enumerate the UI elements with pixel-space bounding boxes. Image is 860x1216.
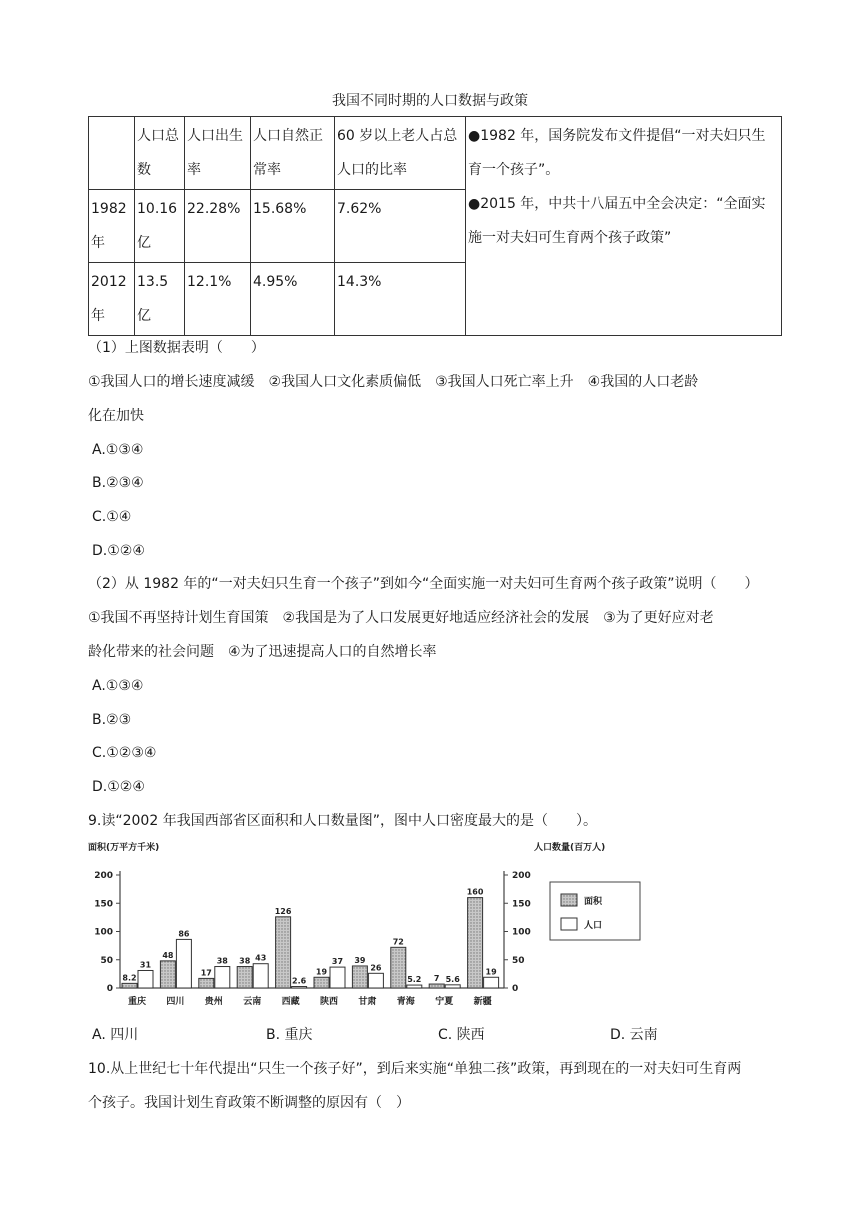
bar-value-label: 43 [255,953,267,963]
table-cell: 2012 年 [89,263,135,336]
category-label: 贵州 [204,997,223,1007]
bar-area [314,977,329,988]
bar-area [429,984,444,988]
q2-items-line2: 龄化带来的社会问题 ④为了迅速提高人口的自然增长率 [88,644,437,660]
header-cell [89,117,135,190]
area-population-chart [86,838,646,1018]
policy-cell [466,117,782,336]
q10-line2: 个孩子。我国计划生育政策不断调整的原因有（ ） [88,1095,410,1111]
table-caption: 我国不同时期的人口数据与政策 [332,93,528,109]
header-cell: 人口自然正常率 [251,117,335,190]
q9-option-c[interactable]: C. 陕西 [438,1027,485,1043]
table-cell: 14.3% [335,263,466,336]
q2-option-c[interactable]: C.①②③④ [92,745,157,761]
q2-items-line1: ①我国不再坚持计划生育国策 ②我国是为了人口发展更好地适应经济社会的发展 ③为了更好应对老 [88,610,714,626]
legend-box [550,882,640,940]
bar-value-label: 5.2 [407,975,422,985]
bar-area [276,917,291,988]
bar-population [407,985,422,988]
q9-option-d[interactable]: D. 云南 [610,1027,658,1043]
q1-items-line1: ①我国人口的增长速度减缓 ②我国人口文化素质偏低 ③我国人口死亡率上升 ④我国的人口老龄 [88,374,699,390]
bar-population [445,985,460,988]
y-tick-label-right: 200 [512,871,531,881]
legend-swatch-population [561,918,577,930]
q1-option-c[interactable]: C.①④ [92,509,132,525]
bar-area [352,966,367,988]
left-axis-title: 面积(万平方千米) [88,843,160,853]
table-cell: 1982 年 [89,190,135,263]
category-label: 云南 [243,997,262,1007]
bar-value-label: 160 [466,887,484,897]
y-tick-label-left: 200 [94,871,113,881]
y-tick-label-right: 100 [512,927,531,938]
q2-option-a[interactable]: A.①③④ [92,678,144,694]
y-tick-label-left: 100 [94,927,113,938]
bar-value-label: 26 [370,963,382,973]
header-cell: 60 岁以上老人占总人口的比率 [335,117,466,190]
q2-option-b[interactable]: B.②③ [92,712,132,728]
table-cell: 7.62% [335,190,466,263]
q2-option-d[interactable]: D.①②④ [92,779,145,795]
category-label: 宁夏 [435,997,454,1007]
y-tick-label-left: 0 [106,984,113,994]
table-cell: 4.95% [251,263,335,336]
category-label: 四川 [166,997,185,1007]
bar-value-label: 19 [485,967,497,977]
bar-population [253,964,268,988]
bar-area [391,947,406,988]
bar-value-label: 17 [200,968,212,978]
bar-area [122,983,137,988]
policy-2015: ●2015 年，中共十八届五中全会决定：“全面实施一对夫妇可生育两个孩子政策” [468,196,766,246]
y-tick-label-left: 150 [94,899,113,910]
q9-option-a[interactable]: A. 四川 [92,1027,139,1043]
category-label: 甘肃 [358,997,377,1007]
bar-population [138,970,153,988]
policy-1982: ●1982 年，国务院发布文件提倡“一对夫妇只生育一个孩子”。 [468,128,766,178]
bar-area [160,961,175,988]
bar-value-label: 5.6 [445,974,460,984]
table-cell: 15.68% [251,190,335,263]
bar-value-label: 39 [354,955,366,965]
bar-value-label: 38 [239,956,251,966]
table-cell: 10.16 亿 [135,190,185,263]
y-tick-label-right: 50 [512,955,525,966]
category-label: 西藏 [281,997,300,1007]
bar-population [215,967,230,988]
bar-population [368,973,383,988]
bar-population [176,939,191,988]
bar-value-label: 31 [139,960,152,970]
bar-value-label: 126 [274,906,292,916]
bar-value-label: 7 [433,974,440,984]
bar-value-label: 19 [315,967,328,977]
q10-line1: 10.从上世纪七十年代提出“只生一个孩子好”，到后来实施“单独二孩”政策，再到现在的一对夫妇可生育两 [88,1061,742,1077]
header-cell: 人口出生率 [185,117,251,190]
y-tick-label-right: 150 [512,899,531,910]
table-cell: 22.28% [185,190,251,263]
legend-label-area: 面积 [584,897,603,907]
bar-area [237,967,252,988]
table-cell: 12.1% [185,263,251,336]
bar-population [330,967,345,988]
bar-value-label: 37 [331,957,344,967]
population-table [88,116,782,336]
y-tick-label-right: 0 [512,984,519,994]
bar-population [292,987,307,988]
legend-label-population: 人口 [584,921,603,931]
category-label: 新疆 [473,997,492,1007]
bar-area [468,898,483,988]
table-cell: 13.5 亿 [135,263,185,336]
q1-option-a[interactable]: A.①③④ [92,442,144,458]
q1-items-line2: 化在加快 [88,408,144,424]
q1-stem: （1）上图数据表明（ ） [88,340,265,356]
bar-area [199,978,214,988]
q9-stem: 9.读“2002 年我国西部省区面积和人口数量图”，图中人口密度最大的是（ ）。 [88,813,597,829]
bar-value-label: 38 [216,956,228,966]
category-label: 青海 [396,997,415,1007]
table-header-row [89,117,782,190]
category-label: 陕西 [319,997,339,1007]
y-tick-label-left: 50 [100,955,113,966]
q1-option-b[interactable]: B.②③④ [92,475,144,491]
bar-value-label: 86 [178,929,190,939]
q2-stem: （2）从 1982 年的“一对夫妇只生育一个孩子”到如今“全面实施一对夫妇可生育两个孩子政策”说明（ ） [88,576,759,592]
bar-population [484,977,499,988]
header-cell: 人口总数 [135,117,185,190]
bar-value-label: 72 [392,937,404,947]
legend-swatch-area [561,894,577,906]
bar-value-label: 48 [162,950,174,960]
right-axis-title: 人口数量(百万人) [534,843,606,853]
q9-option-b[interactable]: B. 重庆 [266,1027,313,1043]
q1-option-d[interactable]: D.①②④ [92,543,145,559]
bar-value-label: 2.6 [292,976,307,986]
category-label: 重庆 [127,997,147,1007]
bar-value-label: 8.2 [122,973,137,983]
